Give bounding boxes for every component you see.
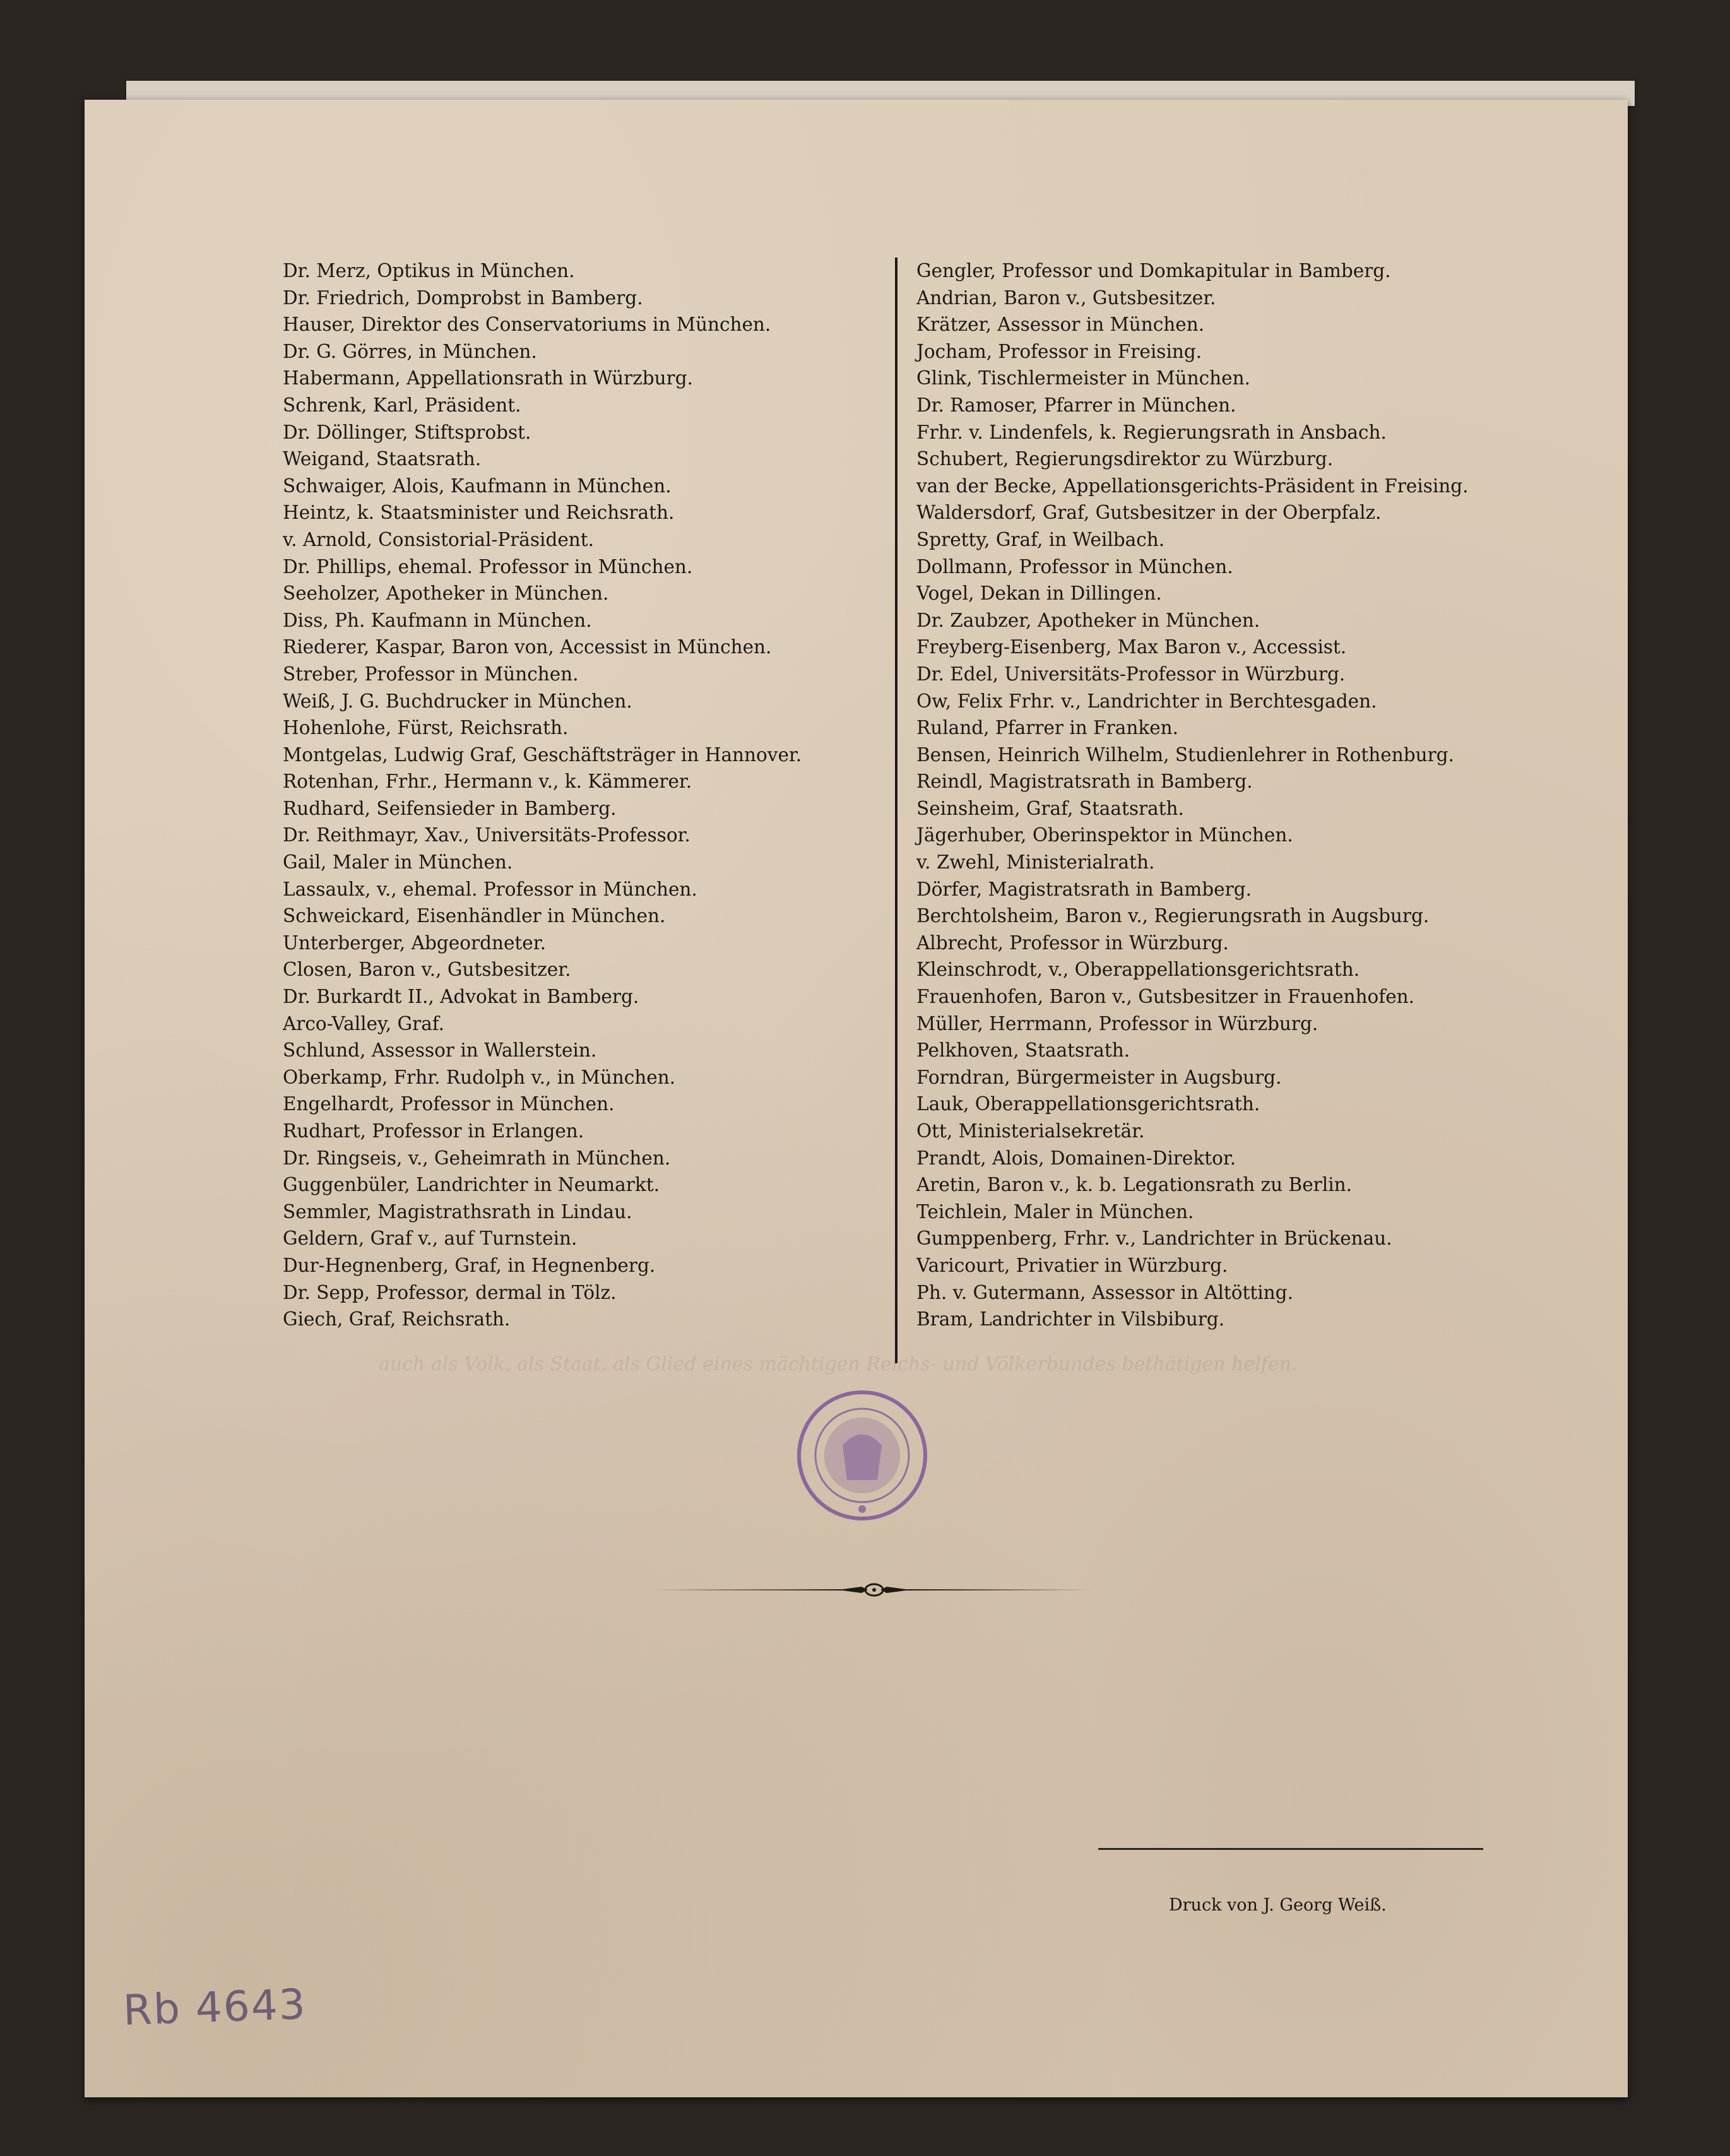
signatory-entry: Hauser, Direktor des Conservatoriums in München.	[283, 314, 771, 336]
signatory-entry: Rotenhan, Frhr., Hermann v., k. Kämmerer.	[283, 771, 692, 793]
signatory-entry: Gail, Maler in München.	[283, 851, 513, 874]
signatory-entry: Varicourt, Privatier in Würzburg.	[916, 1254, 1228, 1276]
signatory-entry: Seeholzer, Apotheker in München.	[283, 583, 609, 605]
signatory-entry: Seinsheim, Graf, Staatsrath.	[916, 797, 1184, 819]
signatory-entry: Dr. Döllinger, Stiftsprobst.	[283, 421, 531, 443]
signatory-entry: Dr. Phillips, ehemal. Professor in München.	[283, 555, 693, 578]
library-stamp	[792, 1385, 932, 1525]
signatory-entry: Schwaiger, Alois, Kaufmann in München.	[283, 475, 672, 497]
signatory-entry: Lauk, Oberappellationsgerichtsrath.	[916, 1093, 1260, 1115]
signatory-entry: Hohenlohe, Fürst, Reichsrath.	[283, 717, 569, 739]
signatory-entry: Teichlein, Maler in München.	[916, 1200, 1194, 1223]
signatory-entry: Gengler, Professor und Domkapitular in Bamberg.	[916, 260, 1391, 281]
signatory-entry: Jägerhuber, Oberinspektor in München.	[916, 824, 1293, 846]
signatory-entry: Glink, Tischlermeister in München.	[916, 367, 1250, 389]
shelfmark: Rb 4643	[122, 1979, 307, 2035]
signatory-entry: Rudhard, Seifensieder in Bamberg.	[283, 797, 617, 819]
signatory-entry: Dollmann, Professor in München.	[916, 555, 1233, 578]
signatory-entry: van der Becke, Appellationsgerichts-Präsident in Freising.	[916, 475, 1469, 497]
signatory-entry: Engelhardt, Professor in München.	[283, 1093, 615, 1115]
signatory-entry: Guggenbüler, Landrichter in Neumarkt.	[283, 1174, 660, 1196]
signatory-entry: Dr. Reithmayr, Xav., Universitäts-Professor.	[283, 824, 690, 846]
signatory-entry: Lassaulx, v., ehemal. Professor in München.	[283, 878, 697, 900]
signatory-entry: Schubert, Regierungsdirektor zu Würzburg.	[916, 448, 1334, 470]
signatory-entry: Bensen, Heinrich Wilhelm, Studienlehrer in Rothenburg.	[916, 743, 1454, 766]
signatory-entry: Heintz, k. Staatsminister und Reichsrath.	[283, 502, 675, 524]
signatory-entry: Jocham, Professor in Freising.	[916, 340, 1202, 362]
signatory-entry: Geldern, Graf v., auf Turnstein.	[283, 1228, 578, 1250]
signatory-entry: Streber, Professor in München.	[283, 663, 579, 685]
signatory-entry: Aretin, Baron v., k. b. Legationsrath zu Berlin.	[916, 1174, 1353, 1196]
signatory-entry: Andrian, Baron v., Gutsbesitzer.	[916, 287, 1216, 309]
signatory-entry: Dr. G. Görres, in München.	[283, 340, 537, 362]
signatory-entry: Ruland, Pfarrer in Franken.	[916, 717, 1179, 739]
signatory-entry: Frauenhofen, Baron v., Gutsbesitzer in Frauenhofen.	[916, 986, 1415, 1008]
signatory-entry: Schrenk, Karl, Präsident.	[283, 394, 521, 416]
signatory-entry: Schweickard, Eisenhändler in München.	[283, 905, 666, 927]
signatory-entry: Gumppenberg, Frhr. v., Landrichter in Brückenau.	[916, 1228, 1392, 1250]
signatory-entry: Frhr. v. Lindenfels, k. Regierungsrath in Ansbach.	[916, 421, 1387, 443]
signatory-entry: Dr. Ringseis, v., Geheimrath in München.	[283, 1147, 671, 1169]
signatory-entry: Weigand, Staatsrath.	[283, 448, 482, 470]
printer-imprint: Druck von J. Georg Weiß.	[1169, 1895, 1387, 1915]
signatory-entry: Closen, Baron v., Gutsbesitzer.	[283, 959, 571, 981]
signatory-entry: Pelkhoven, Staatsrath.	[916, 1040, 1130, 1062]
signatory-entry: Dörfer, Magistratsrath in Bamberg.	[916, 878, 1252, 900]
decorative-rule	[653, 1579, 1095, 1601]
signatory-entry: Ott, Ministerialsekretär.	[916, 1120, 1145, 1142]
signatory-entry: Dr. Zaubzer, Apotheker in München.	[916, 609, 1260, 631]
signatory-entry: Müller, Herrmann, Professor in Würzburg.	[916, 1012, 1318, 1034]
signatory-entry: Weiß, J. G. Buchdrucker in München.	[283, 690, 632, 712]
imprint-rule	[1098, 1848, 1483, 1850]
column-divider	[895, 258, 898, 1363]
signatory-list-left	[283, 258, 802, 1333]
signatory-entry: Berchtolsheim, Baron v., Regierungsrath in Augsburg.	[916, 905, 1430, 927]
signatory-entry: Habermann, Appellationsrath in Würzburg.	[283, 367, 693, 389]
signatory-entry: Dr. Merz, Optikus in München.	[283, 260, 575, 281]
signatory-list-right	[916, 258, 1469, 1333]
signatory-entry: Freyberg-Eisenberg, Max Baron v., Accessist.	[916, 636, 1347, 658]
signatory-entry: Krätzer, Assessor in München.	[916, 314, 1205, 336]
signatory-entry: Diss, Ph. Kaufmann in München.	[283, 609, 592, 631]
signatory-entry: Dr. Friedrich, Domprobst in Bamberg.	[283, 287, 643, 309]
signatory-entry: v. Arnold, Consistorial-Präsident.	[283, 528, 595, 550]
signatory-entry: Dur-Hegnenberg, Graf, in Hegnenberg.	[283, 1254, 656, 1276]
signatory-entry: v. Zwehl, Ministerialrath.	[916, 851, 1155, 874]
signatory-entry: Dr. Burkardt II., Advokat in Bamberg.	[283, 986, 639, 1008]
signatory-entry: Waldersdorf, Graf, Gutsbesitzer in der Oberpfalz.	[916, 502, 1382, 524]
signatory-entry: Kleinschrodt, v., Oberappellationsgerichtsrath.	[916, 959, 1360, 981]
signatory-entry: Semmler, Magistrathsrath in Lindau.	[283, 1200, 632, 1223]
signatory-entry: Ph. v. Gutermann, Assessor in Altötting.	[916, 1281, 1293, 1303]
signatory-entry: Reindl, Magistratsrath in Bamberg.	[916, 771, 1253, 793]
signatory-entry: Unterberger, Abgeordneter.	[283, 932, 546, 954]
signatory-entry: Dr. Sepp, Professor, dermal in Tölz.	[283, 1281, 617, 1303]
signatory-entry: Vogel, Dekan in Dillingen.	[916, 583, 1162, 605]
signatory-entry: Riederer, Kaspar, Baron von, Accessist in München.	[283, 636, 772, 658]
signatory-entry: Oberkamp, Frhr. Rudolph v., in München.	[283, 1066, 676, 1088]
signatory-entry: Arco-Valley, Graf.	[283, 1012, 445, 1034]
signatory-entry: Ow, Felix Frhr. v., Landrichter in Berchtesgaden.	[916, 690, 1377, 712]
signatory-entry: Spretty, Graf, in Weilbach.	[916, 528, 1165, 550]
signatory-entry: Dr. Edel, Universitäts-Professor in Würzburg.	[916, 663, 1346, 685]
signatory-entry: Dr. Ramoser, Pfarrer in München.	[916, 394, 1236, 416]
signatory-entry: Forndran, Bürgermeister in Augsburg.	[916, 1066, 1282, 1088]
signatory-entry: Albrecht, Professor in Würzburg.	[916, 932, 1229, 954]
signatory-entry: Prandt, Alois, Domainen-Direktor.	[916, 1147, 1236, 1169]
signatory-entry: Rudhart, Professor in Erlangen.	[283, 1120, 584, 1142]
signatory-entry: Giech, Graf, Reichsrath.	[283, 1308, 511, 1330]
signatory-entry: Bram, Landrichter in Vilsbiburg.	[916, 1308, 1225, 1330]
signatory-entry: Montgelas, Ludwig Graf, Geschäftsträger in Hannover.	[283, 743, 802, 766]
signatory-entry: Schlund, Assessor in Wallerstein.	[283, 1040, 597, 1062]
